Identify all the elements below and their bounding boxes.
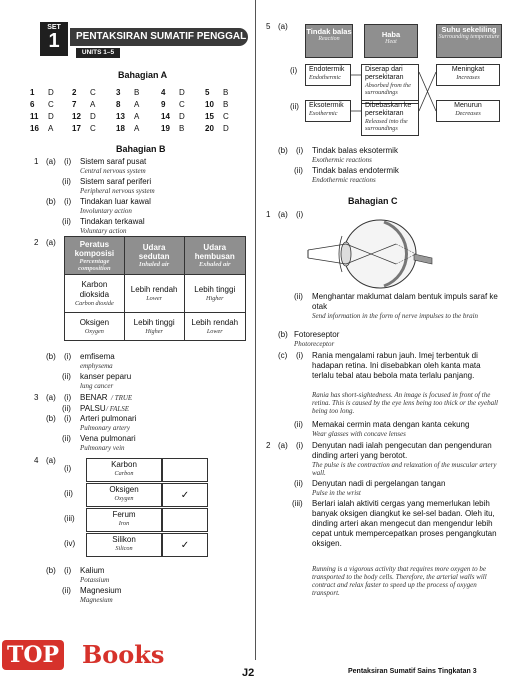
section-a-title: Bahagian A [118,70,168,80]
q4-option-box [86,533,162,557]
c-q2a-i-text: Denyutan nadi ialah pengecutan dan pengenduran dinding arteri yang berotot. [312,441,492,460]
q2-table [64,236,246,341]
q2-part-a: (a) [46,238,56,247]
q1a-i-label: (i) [64,157,72,166]
answer-letter: B [179,124,185,133]
q4-tick-box [162,458,208,482]
q5-part-b: (b) [278,146,288,155]
q3-part-b: (b) [46,414,56,423]
units-label: UNITS 1–5 [81,49,115,56]
q2b-i-label: (i) [64,352,72,361]
q3b-ii-label: (ii) [62,434,71,443]
answer-number: 20 [205,124,214,133]
answer-letter: D [223,124,229,133]
q5-r2-c2-text: Dibebaskan ke persekitaran [365,102,412,117]
q5-header-1-en: Reaction [318,36,340,42]
q5-r1-c1-text: Endotermik [309,66,345,73]
eye-diagram [300,214,440,292]
q2-r1-c1-en: Carbon dioxide [75,300,114,307]
q5b-i-label: (i) [296,146,304,155]
answer-letter: D [48,112,54,121]
q4b-ii-text: Magnesium [80,586,122,595]
q5-header-reaction [305,24,353,58]
q2-r1-c2: Lebih rendah [130,285,178,294]
answer-letter: B [223,88,229,97]
q5-r2-c3-en: Decreases [455,110,481,117]
q5-header-1: Tindak balas [306,27,352,36]
q4-option-label: (iii) [64,514,75,523]
answer-number: 10 [205,100,214,109]
answer-letter: C [179,100,185,109]
q2b-i-en: emphysema [80,362,113,370]
q3b-ii-text: Vena pulmonari [80,434,136,443]
q5-number: 5 [266,22,271,31]
q2-part-b: (b) [46,352,56,361]
q5b-ii-text: Tindak balas endotermik [312,166,399,175]
answer-letter: C [90,88,96,97]
c-q1-part-c: (c) [278,351,288,360]
q2-header-1-en: Percentage composition [78,257,111,272]
q3-number: 3 [34,393,39,402]
answer-letter: B [223,100,229,109]
q4-option-text: Silikon [112,535,136,544]
q4-option-en: Carbon [114,470,134,477]
q2-r1-c3-en: Higher [206,295,224,302]
q4-option-box [86,458,162,482]
section-c-title: Bahagian C [348,196,398,206]
c-q1c-i-label: (i) [296,351,304,360]
q1b-i-text: Tindakan luar kawal [80,197,151,206]
logo-top: TOP [2,640,64,670]
q3b-ii-en: Pulmonary vein [80,444,125,452]
q1a-ii-en: Peripheral nervous system [80,187,155,195]
set-badge [40,22,68,56]
q1a-ii-label: (ii) [62,177,71,186]
c-q1-part-a: (a) [278,210,288,219]
q5-header-2-en: Heat [385,39,397,45]
q5b-ii-en: Endothermic reactions [312,176,376,184]
q1b-ii-label: (ii) [62,217,71,226]
q4b-ii-label: (ii) [62,586,71,595]
q4b-i-en: Potassium [80,576,110,584]
answer-letter: D [48,88,54,97]
page-number: J2 [242,667,255,679]
q3b-i-text: Arteri pulmonari [80,414,137,423]
c-q2a-iii-en: Running is a vigorous activity that requires more oxygen to be transported to the body cells. Therefore, the arterial walls will contract and relax faster to speed up the process of oxygen transport. [312,565,487,597]
q3b-i-label: (i) [64,414,72,423]
q4-tick-box [162,533,208,557]
q4-part-b: (b) [46,566,56,575]
q3b-i-en: Pulmonary artery [80,424,130,432]
q5-part-a: (a) [278,22,288,31]
answer-number: 3 [116,88,121,97]
q1b-ii-text: Tindakan terkawal [80,217,145,226]
answer-letter: A [90,100,96,109]
answer-letter: B [134,88,140,97]
c-q1b-en: Photoreceptor [294,340,335,348]
q1a-i-text: Sistem saraf pusat [80,157,147,166]
q2-header-2-en: Inhaled air [139,261,170,268]
q5-r1-c3-text: Meningkat [451,66,485,73]
c-q2a-ii-label: (ii) [294,479,303,488]
q4b-ii-en: Magnesium [80,596,113,604]
c-q2-part-a: (a) [278,441,288,450]
q4b-i-text: Kalium [80,566,105,575]
q5-r1-c3-en: Increases [456,74,480,81]
q4-option-label: (iv) [64,539,76,548]
logo-books: Books [82,640,165,669]
c-q1a-ii-label: (ii) [294,292,303,301]
answer-number: 5 [205,88,210,97]
topbooks-logo [2,638,202,674]
q4-number: 4 [34,456,39,465]
q4-option-box [86,483,162,507]
answer-letter: D [179,112,185,121]
q5-r1-c2-en: Absorbed from the surroundings [365,82,411,96]
q2-r2-c3: Lebih rendah [191,318,239,327]
answer-number: 2 [72,88,77,97]
answer-letter: A [134,100,140,109]
column-divider [255,0,256,660]
q4-option-en: Oxygen [114,495,134,502]
c-q2a-i-en: The pulse is the contraction and relaxation of the muscular artery wall. [312,461,497,477]
q5-r1-c1-en: Endothermic [309,74,341,81]
c-q1c-ii-text: Memakai cermin mata dengan kanta cekung [312,420,470,429]
q5-row1-label: (i) [290,66,298,75]
q3a-ii-label: (ii) [62,404,71,413]
answer-letter: D [179,88,185,97]
q2-r1-c3: Lebih tinggi [194,285,236,294]
c-q1c-i-text: Rania mengalami rabun jauh. Imej terbentuk di hadapan retina. Ini disebabkan oleh kanta mata terlalu tebal atau bebola mata terlalu panjang. [312,351,481,380]
q2-header-3: Udara hembusan [194,243,235,261]
q2b-i-text: emfisema [80,352,115,361]
answer-number: 18 [116,124,125,133]
c-q1c-ii-label: (ii) [294,420,303,429]
q3a-i-label: (i) [64,393,72,402]
answer-grid [30,88,245,136]
answer-letter: C [223,112,229,121]
table-row [65,313,246,341]
c-q1c-i-en: Rania has short-sightedness. An image is focused in front of the retina. This is caused by the eye lens being too thick or the eyeball being too long. [312,391,498,415]
answer-letter: A [134,112,140,121]
q5-connector-lines [300,60,510,140]
c-q2a-ii-text: Denyutan nadi di pergelangan tangan [312,479,446,488]
tick-icon: ✓ [180,540,190,551]
q4-tick-box [162,483,208,507]
q1a-i-en: Central nervous system [80,167,146,175]
q2-header-3-en: Exhaled air [198,261,231,268]
q4-option-label: (i) [64,464,72,473]
q2-header-2: Udara sedutan [138,243,170,261]
answer-number: 9 [161,100,166,109]
q3a-ii-en: / FALSE [106,405,130,413]
q2b-ii-en: lung cancer [80,382,114,390]
answer-number: 8 [116,100,121,109]
answer-number: 19 [161,124,170,133]
answer-number: 14 [161,112,170,121]
c-q1a-i-label: (i) [296,210,304,219]
answer-letter: C [48,100,54,109]
answer-number: 11 [30,112,39,121]
q4-option-en: Silicon [115,545,133,552]
c-q2-number: 2 [266,441,271,450]
q2-r1-c1: Karbon dioksida [79,280,110,299]
q4-part-a: (a) [46,456,56,465]
c-q1a-ii-text: Menghantar maklumat dalam bentuk impuls saraf ke otak [312,292,498,311]
q4-option-label: (ii) [64,489,73,498]
q2-r2-c2: Lebih tinggi [133,318,175,327]
answer-letter: D [90,112,96,121]
q1-part-b: (b) [46,197,56,206]
q2-r1-c2-en: Lower [146,295,163,302]
c-q1a-ii-en: Send information in the form of nerve impulses to the brain [312,312,479,320]
q5-r2-c3-text: Menurun [454,102,482,109]
q2-r2-c3-en: Lower [206,328,223,335]
q1a-ii-text: Sistem saraf periferi [80,177,152,186]
q5-header-heat [364,24,418,58]
c-q2a-iii-text: Berlari ialah aktiviti cergas yang memerlukan lebih banyak oksigen diangkut ke sel-sel badan. Oleh itu, dinding arteri akan mengecut dan mengendur lebih cepat untuk mempercepatkan proses pengangkutan oksigen. [312,499,497,548]
q5b-ii-label: (ii) [294,166,303,175]
q4-option-text: Oksigen [109,485,139,494]
q2b-ii-text: kanser peparu [80,372,132,381]
page-title: PENTAKSIRAN SUMATIF PENGGAL 1 [76,31,255,42]
q1b-ii-en: Voluntary action [80,227,127,235]
q2-header-1: Peratus komposisi [74,239,115,258]
answer-number: 12 [72,112,81,121]
c-q1-number: 1 [266,210,271,219]
q2-r2-c1: Oksigen [79,318,110,327]
answer-letter: C [90,124,96,133]
q5-r2-c1-text: Eksotermik [309,102,344,109]
q5b-i-en: Exothermic reactions [312,156,372,164]
units-tag [76,48,120,58]
answer-letter: A [134,124,140,133]
answer-number: 15 [205,112,214,121]
section-b-title: Bahagian B [116,144,166,154]
q3-part-a: (a) [46,393,56,402]
answer-number: 4 [161,88,166,97]
q4-option-en: Iron [118,520,130,527]
answer-number: 16 [30,124,39,133]
q5-r1-c2-text: Diserap dari persekitaran [365,66,404,81]
answer-number: 13 [116,112,125,121]
q5-row2-label: (ii) [290,102,299,111]
book-title: Pentaksiran Sumatif Sains Tingkatan 3 [348,668,477,675]
set-label: SET [47,24,61,31]
q4-tick-box [162,508,208,532]
c-q1c-ii-en: Wear glasses with concave lenses [312,430,406,438]
q2-r2-c1-en: Oxygen [84,328,104,335]
answer-number: 1 [30,88,35,97]
q2-r2-c2-en: Higher [145,328,163,335]
q5-header-2: Haba [381,30,401,39]
answer-number: 7 [72,100,77,109]
c-q2a-ii-en: Pulse in the wrist [312,489,361,497]
table-row [65,275,246,313]
c-q1-part-b: (b) [278,330,288,339]
q4-option-box [86,508,162,532]
answer-letter: A [48,124,54,133]
q4-option-text: Karbon [111,460,137,469]
q1b-i-en: Involuntary action [80,207,132,215]
q5-header-temperature [436,24,502,58]
q3a-i-text: BENAR [80,393,108,402]
q2-number: 2 [34,238,39,247]
q1b-i-label: (i) [64,197,72,206]
q1-number: 1 [34,157,39,166]
q1-part-a: (a) [46,157,56,166]
q4b-i-label: (i) [64,566,72,575]
tick-icon: ✓ [180,490,190,501]
c-q1b-text: Fotoreseptor [294,330,340,339]
q5-r2-c2-en: Released into the surroundings [365,118,408,132]
set-number: 1 [48,30,60,52]
q5b-i-text: Tindak balas eksotermik [312,146,398,155]
q3a-i-en: / TRUE [111,394,133,402]
c-q2a-iii-label: (iii) [292,499,303,508]
q5-header-3: Suhu sekeliling [441,25,497,34]
answer-number: 6 [30,100,35,109]
q5-r2-c1-en: Exothermic [309,110,338,117]
answer-number: 17 [72,124,81,133]
q2b-ii-label: (ii) [62,372,71,381]
q5-header-3-en: Surrounding temperature [438,34,500,40]
q3a-ii-text: PALSU [80,404,106,413]
q4-option-text: Ferum [112,510,136,519]
c-q2a-i-label: (i) [296,441,304,450]
